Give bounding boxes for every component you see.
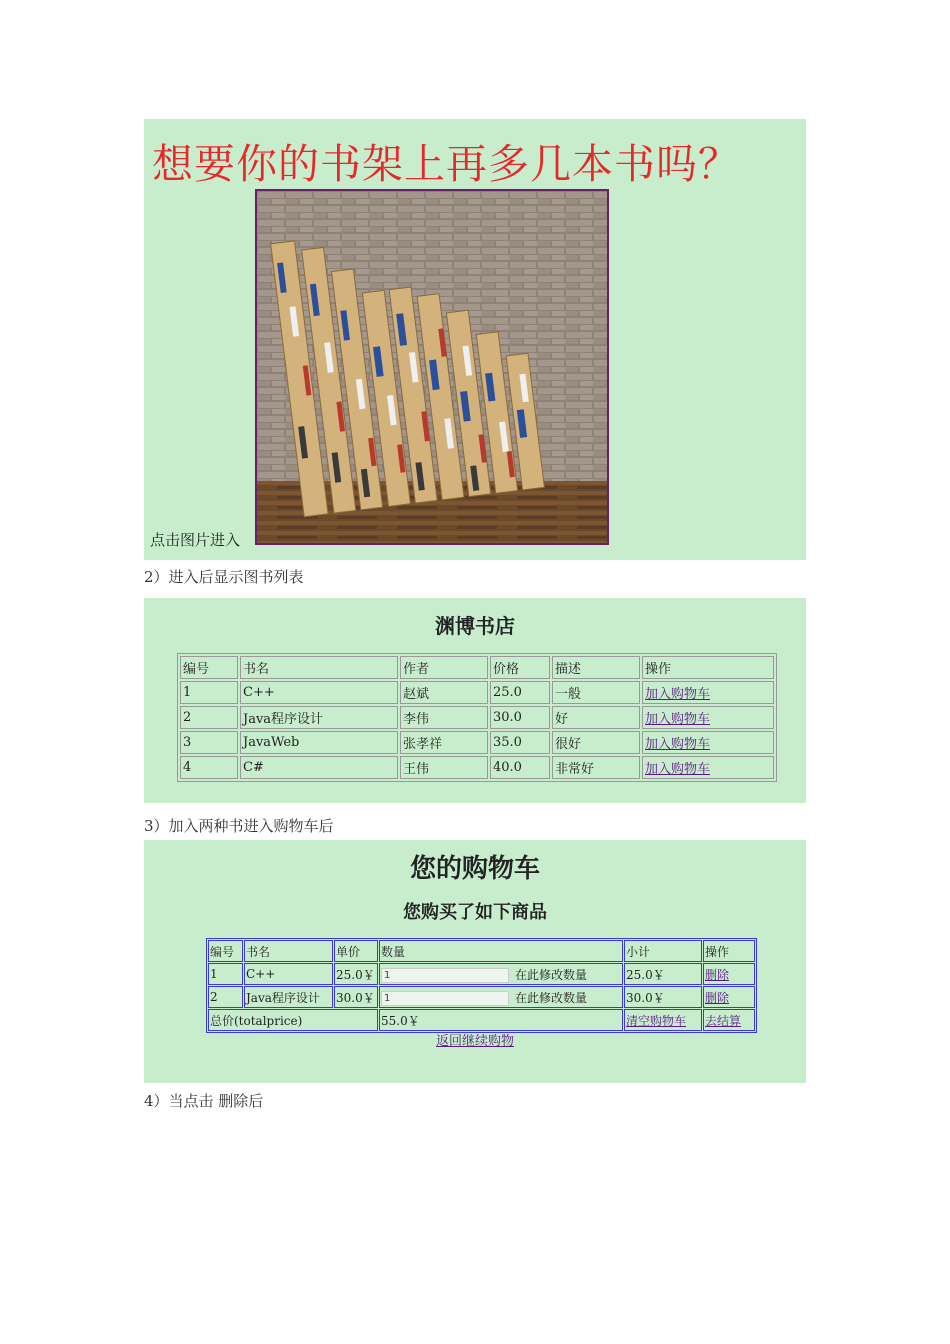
book-price: 35.0	[490, 731, 550, 754]
caption-step-2: 2）进入后显示图书列表	[144, 568, 304, 586]
cart-item-id: 1	[208, 963, 243, 985]
book-desc: 好	[552, 706, 640, 729]
header-cell: 操作	[642, 656, 774, 679]
add-to-cart-link[interactable]: 加入购物车	[645, 762, 711, 777]
book-price: 30.0	[490, 706, 550, 729]
checkout-cell	[703, 1009, 755, 1031]
book-action-cell	[642, 756, 774, 779]
book-desc: 非常好	[552, 756, 640, 779]
book-id: 4	[180, 756, 238, 779]
clear-cart-link[interactable]: 清空购物车	[626, 1013, 687, 1028]
table-row	[208, 963, 755, 985]
quantity-input[interactable]	[381, 991, 509, 1006]
total-label: 总价(totalprice)	[208, 1009, 378, 1031]
cart-action-cell	[703, 986, 755, 1008]
header-cell: 编号	[180, 656, 238, 679]
cart-action-cell	[703, 963, 755, 985]
caption-step-4: 4）当点击 删除后	[144, 1092, 264, 1110]
table-row	[180, 756, 774, 779]
cart-item-id: 2	[208, 986, 243, 1008]
header-cell: 描述	[552, 656, 640, 679]
book-author: 赵斌	[400, 681, 488, 704]
book-name: Java程序设计	[240, 706, 398, 729]
checkout-link[interactable]: 去结算	[705, 1013, 742, 1028]
cart-item-name: Java程序设计	[244, 986, 333, 1008]
back-link-wrapper	[144, 1030, 806, 1049]
book-author: 张孝祥	[400, 731, 488, 754]
book-price: 25.0	[490, 681, 550, 704]
book-list-screenshot	[144, 598, 806, 803]
cart-item-subtotal: 30.0￥	[624, 986, 702, 1008]
table-row	[208, 986, 755, 1008]
cart-total-row	[208, 1009, 755, 1031]
quantity-hint: 在此修改数量	[515, 990, 588, 1005]
header-cell: 操作	[703, 940, 755, 962]
table-header-row	[208, 940, 755, 962]
continue-shopping-link[interactable]: 返回继续购物	[435, 1034, 514, 1049]
cart-item-price: 25.0￥	[334, 963, 378, 985]
cart-table	[206, 938, 757, 1033]
quantity-input[interactable]	[381, 968, 509, 983]
cart-subtitle: 您购买了如下商品	[403, 902, 547, 923]
book-id: 3	[180, 731, 238, 754]
table-row	[180, 731, 774, 754]
header-cell: 数量	[379, 940, 623, 962]
total-value: 55.0￥	[379, 1009, 623, 1031]
book-name: C#	[240, 756, 398, 779]
header-cell: 编号	[208, 940, 243, 962]
header-cell: 单价	[334, 940, 378, 962]
bookshelf-image-link[interactable]	[255, 189, 609, 545]
quantity-hint: 在此修改数量	[515, 967, 588, 982]
book-id: 1	[180, 681, 238, 704]
clear-cart-cell	[624, 1009, 702, 1031]
banner-screenshot	[144, 119, 806, 560]
book-action-cell	[642, 706, 774, 729]
cart-item-subtotal: 25.0￥	[624, 963, 702, 985]
cart-item-name: C++	[244, 963, 333, 985]
cart-title: 您的购物车	[409, 854, 540, 884]
table-header-row	[180, 656, 774, 679]
header-cell: 作者	[400, 656, 488, 679]
bookshelf-image	[257, 191, 607, 543]
book-desc: 一般	[552, 681, 640, 704]
cart-item-price: 30.0￥	[334, 986, 378, 1008]
delete-link[interactable]: 删除	[705, 990, 730, 1005]
book-table	[177, 653, 777, 782]
table-row	[180, 706, 774, 729]
add-to-cart-link[interactable]: 加入购物车	[645, 712, 711, 727]
header-cell: 价格	[490, 656, 550, 679]
caption-step-3: 3）加入两种书进入购物车后	[144, 817, 334, 835]
banner-title: 想要你的书架上再多几本书吗？	[152, 140, 740, 188]
book-action-cell	[642, 681, 774, 704]
book-price: 40.0	[490, 756, 550, 779]
book-name: JavaWeb	[240, 731, 398, 754]
cart-qty-cell	[379, 986, 623, 1008]
cart-qty-cell	[379, 963, 623, 985]
click-image-hint: 点击图片进入	[150, 531, 241, 549]
header-cell: 书名	[244, 940, 333, 962]
book-action-cell	[642, 731, 774, 754]
book-author: 李伟	[400, 706, 488, 729]
add-to-cart-link[interactable]: 加入购物车	[645, 687, 711, 702]
header-cell: 小计	[624, 940, 702, 962]
shopping-cart-screenshot	[144, 840, 806, 1083]
table-row	[180, 681, 774, 704]
book-author: 王伟	[400, 756, 488, 779]
header-cell: 书名	[240, 656, 398, 679]
add-to-cart-link[interactable]: 加入购物车	[645, 737, 711, 752]
book-desc: 很好	[552, 731, 640, 754]
store-title: 渊博书店	[435, 614, 515, 638]
book-name: C++	[240, 681, 398, 704]
book-id: 2	[180, 706, 238, 729]
delete-link[interactable]: 删除	[705, 967, 730, 982]
